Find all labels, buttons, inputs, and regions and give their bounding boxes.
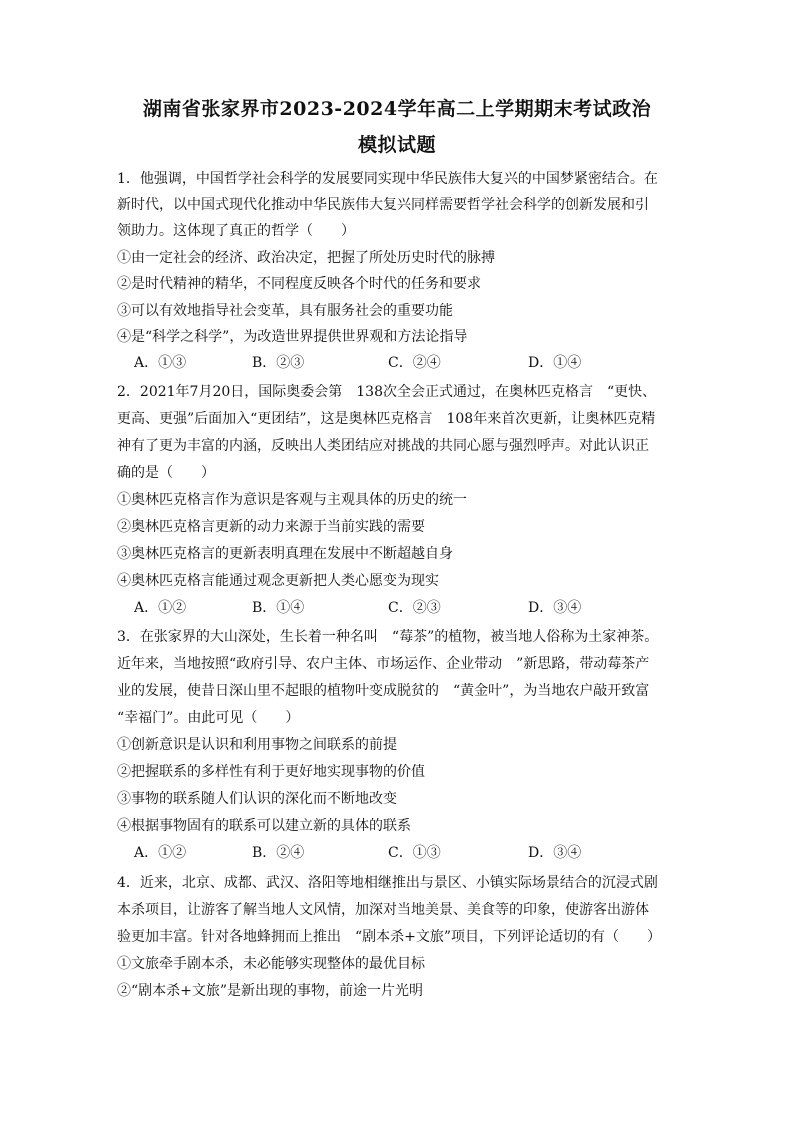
q2-options <box>134 598 634 618</box>
q3-options <box>134 843 634 863</box>
q3-item-4: ④根据事物固有的联系可以建立新的具体的联系 <box>117 818 411 834</box>
q1-stem-line-1: 1．他强调，中国哲学社会科学的发展要同实现中华民族伟大复兴的中国梦紧密结合。在 <box>117 171 658 187</box>
q1-item-4: ④是“科学之科学”，为改造世界提供世界观和方法论指导 <box>117 329 468 345</box>
q1-option-d[interactable]: D．①④ <box>528 355 582 371</box>
q2-option-d[interactable]: D．③④ <box>528 600 582 616</box>
exam-title: 湖南省张家界市2023-2024学年高二上学期期末考试政治 <box>142 98 652 120</box>
q3-stem-line-3: 业的发展，使昔日深山里不起眼的植物叶变成脱贫的 “黄金叶”，为当地农户敲开致富 <box>117 683 650 699</box>
q3-stem-line-1: 3．在张家界的大山深处，生长着一种名叫 “莓茶”的植物，被当地人俗称为土家神茶。 <box>117 629 659 645</box>
q1-option-a[interactable]: A．①③ <box>134 355 187 371</box>
q2-item-4: ④奥林匹克格言能通过观念更新把人类心愿变为现实 <box>117 573 439 589</box>
q3-option-c[interactable]: C．①③ <box>388 845 441 861</box>
q3-option-b[interactable]: B．②④ <box>252 845 305 861</box>
q3-item-2: ②把握联系的多样性有利于更好地实现事物的价值 <box>117 764 425 780</box>
q3-stem-line-4: “幸福门”。由此可见（ ） <box>117 710 300 726</box>
q1-item-2: ②是时代精神的精华，不同程度反映各个时代的任务和要求 <box>117 276 481 292</box>
q4-stem-line-1: 4．近来，北京、成都、武汉、洛阳等地相继推出与景区、小镇实际场景结合的沉浸式剧 <box>117 875 658 891</box>
q1-stem-line-2: 新时代，以中国式现代化推动中华民族伟大复兴同样需要哲学社会科学的创新发展和引 <box>117 197 649 213</box>
q2-option-b[interactable]: B．①④ <box>252 600 305 616</box>
q2-stem-line-1: 2．2021年7月20日，国际奥委会第 138次全会正式通过，在奥林匹克格言 “更快、 <box>117 384 657 400</box>
q3-option-d[interactable]: D．③④ <box>528 845 582 861</box>
q4-item-1: ①文旅牵手剧本杀，未必能够实现整体的最优目标 <box>117 956 425 972</box>
q2-stem-line-4: 确的是（ ） <box>117 465 215 481</box>
q1-option-c[interactable]: C．②④ <box>388 355 441 371</box>
q4-stem-line-3: 验更加丰富。针对各地蜂拥而上推出 “剧本杀+文旅”项目，下列评论适切的有（ ） <box>117 929 662 945</box>
q1-item-3: ③可以有效地指导社会变革，具有服务社会的重要功能 <box>117 303 453 319</box>
q2-option-c[interactable]: C．②③ <box>388 600 441 616</box>
q3-option-a[interactable]: A．①② <box>134 845 187 861</box>
q2-item-2: ②奥林匹克格言更新的动力来源于当前实践的需要 <box>117 519 425 535</box>
q2-stem-line-2: 更高、更强”后面加入“更团结”，这是奥林匹克格言 108年来首次更新，让奥林匹克精 <box>117 411 656 427</box>
q2-item-1: ①奥林匹克格言作为意识是客观与主观具体的历史的统一 <box>117 492 467 508</box>
q3-item-3: ③事物的联系随人们认识的深化而不断地改变 <box>117 791 397 807</box>
q1-item-1: ①由一定社会的经济、政治决定，把握了所处历史时代的脉搏 <box>117 250 495 266</box>
q3-stem-line-2: 近年来，当地按照“政府引导、农户主体、市场运作、企业带动 ”新思路，带动莓茶产 <box>117 656 650 672</box>
q2-item-3: ③奥林匹克格言的更新表明真理在发展中不断超越自身 <box>117 546 453 562</box>
exam-subtitle: 模拟试题 <box>357 134 436 156</box>
q1-option-b[interactable]: B．②③ <box>252 355 305 371</box>
q2-option-a[interactable]: A．①② <box>134 600 187 616</box>
q2-stem-line-3: 神有了更为丰富的内涵，反映出人类团结应对挑战的共同心愿与强烈呼声。对此认识正 <box>117 438 649 454</box>
q4-item-2: ②“剧本杀+文旅”是新出现的事物，前途一片光明 <box>117 983 424 999</box>
q1-stem-line-3: 领助力。这体现了真正的哲学（ ） <box>117 223 355 239</box>
q4-stem-line-2: 本杀项目，让游客了解当地人文风情，加深对当地美景、美食等的印象，使游客出游体 <box>117 902 649 918</box>
q1-options <box>134 353 634 373</box>
q3-item-1: ①创新意识是认识和利用事物之间联系的前提 <box>117 737 397 753</box>
